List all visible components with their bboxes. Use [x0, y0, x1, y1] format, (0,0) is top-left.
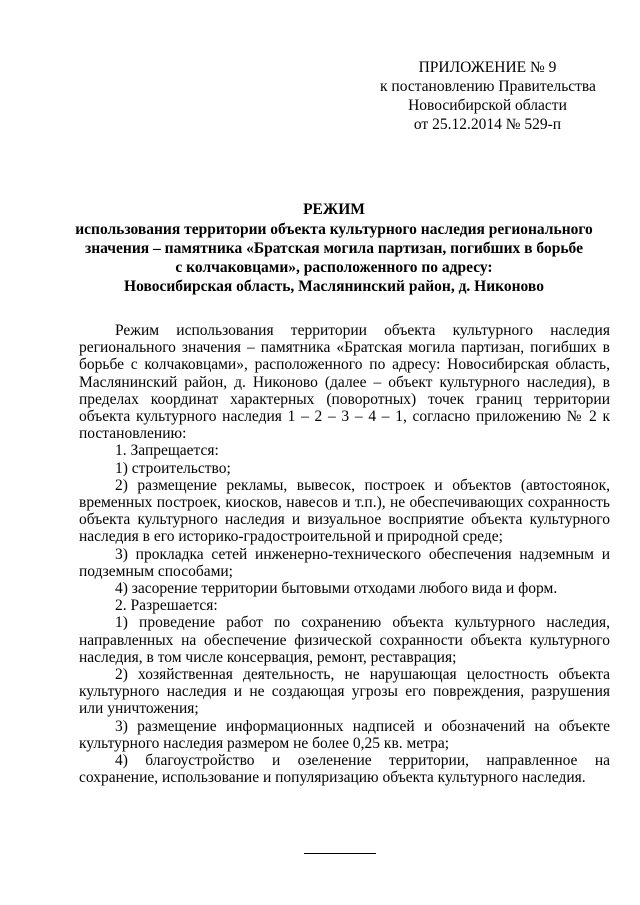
end-separator-line: [304, 853, 376, 854]
list-item: 3) прокладка сетей инженерно-технического обеспечения надземным и подземным способами;: [79, 545, 610, 580]
list-item: 2) хозяйственная деятельность, не нарушающая целостность объекта культурного наследия и не создающая угрозы его повреждения, разрушения или уничтожения;: [79, 666, 610, 718]
document-body: [79, 322, 610, 786]
list-item: 2) размещение рекламы, вывесок, построек и объектов (автостоянок, временных построек, киосков, навесов и т.п.), не обеспечивающих сохранность объекта культурного наследия и визуальное восприятие объекта культурного наследия в его историко-градостроительной и природной среде;: [79, 476, 610, 546]
section-heading-prohibited: 1. Запрещается:: [115, 442, 219, 460]
section-heading-permitted: 2. Разрешается:: [115, 597, 218, 615]
document-title: [60, 200, 608, 296]
appendix-reference: к постановлению Правительства: [380, 78, 596, 95]
title-line: использования территории объекта культурного наследия регионального: [75, 221, 593, 238]
list-item: 1) строительство;: [115, 459, 231, 477]
list-item: 3) размещение информационных надписей и обозначений на объекте культурного наследия размером не более 0,25 кв. метра;: [79, 717, 610, 752]
list-item: 4) засорение территории бытовыми отходами любого вида и форм.: [115, 580, 558, 598]
appendix-number: ПРИЛОЖЕНИЕ № 9: [418, 59, 557, 76]
title-heading: РЕЖИМ: [303, 201, 365, 218]
intro-paragraph: Режим использования территории объекта культурного наследия регионального значения – памятника «Братская могила партизан, погибших в борьбе с колчаковцами», расположенного по адресу: Новосибирская область, Маслянинский район, д. Никоново (далее – объект культурного наследия), в пределах координат характерных (поворотных) точек границ территории объекта культурного наследия 1 – 2 – 3 – 4 – 1, согласно приложению № 2 к постановлению:: [79, 322, 610, 443]
title-line: Новосибирская область, Маслянинский район, д. Никоново: [124, 278, 544, 295]
title-line: с колчаковцами», расположенного по адресу:: [175, 259, 493, 276]
appendix-date: от 25.12.2014 № 529-п: [413, 116, 562, 133]
list-item: 1) проведение работ по сохранению объекта культурного наследия, направленных на обеспечение физической сохранности объекта культурного наследия, в том числе консервация, ремонт, реставрация;: [79, 614, 610, 666]
list-item: 4) благоустройство и озеленение территории, направленное на сохранение, использование и популяризацию объекта культурного наследия.: [79, 752, 610, 787]
appendix-region: Новосибирской области: [408, 97, 567, 114]
title-line: значения – памятника «Братская могила партизан, погибших в борьбе: [85, 240, 583, 257]
appendix-block: [380, 58, 595, 134]
